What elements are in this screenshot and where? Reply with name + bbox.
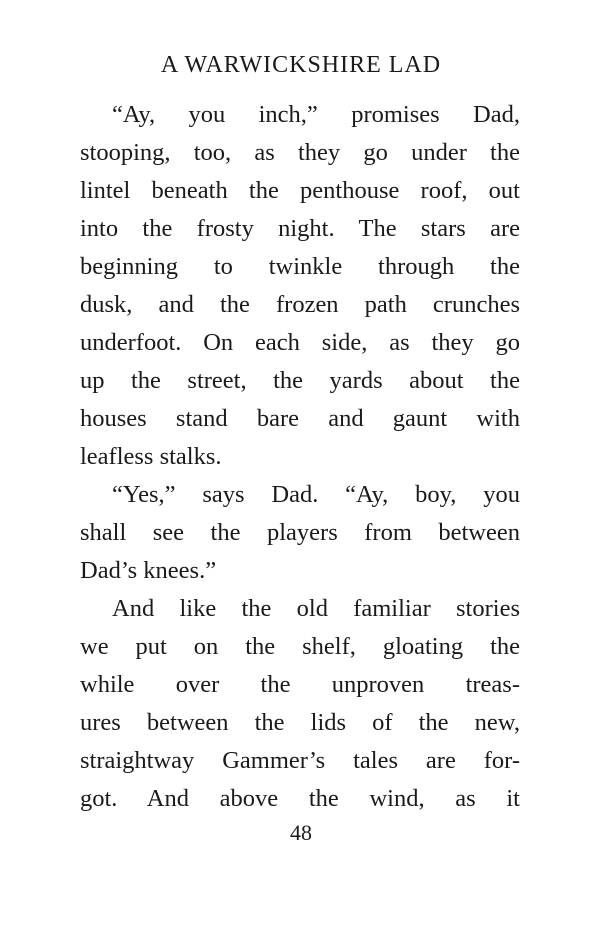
text-line: straightway Gammer’s tales are for- (80, 747, 520, 774)
text-line: leafless stalks. (80, 443, 222, 470)
text-line: Dad’s knees.” (80, 557, 217, 584)
page-number: 48 (290, 820, 312, 845)
text-line: And like the old familiar stories (112, 595, 520, 622)
text-line: we put on the shelf, gloating the (80, 633, 520, 660)
text-line: “Ay, you inch,” promises Dad, (112, 101, 520, 128)
text-line: ures between the lids of the new, (80, 709, 520, 736)
text-line: up the street, the yards about the (80, 367, 520, 394)
text-line: underfoot. On each side, as they go (80, 329, 520, 356)
running-header: A WARWICKSHIRE LAD (160, 52, 442, 78)
text-line: lintel beneath the penthouse roof, out (80, 177, 520, 204)
text-line: houses stand bare and gaunt with (80, 405, 520, 432)
text-line: beginning to twinkle through the (80, 253, 520, 280)
text-line: got. And above the wind, as it (80, 785, 520, 812)
text-line: into the frosty night. The stars are (80, 215, 520, 242)
text-line: stooping, too, as they go under the (80, 139, 520, 166)
text-line: “Yes,” says Dad. “Ay, boy, you (112, 481, 520, 508)
text-line: shall see the players from between (80, 519, 520, 546)
text-line: dusk, and the frozen path crunches (80, 291, 520, 318)
text-line: while over the unproven treas- (80, 671, 520, 698)
